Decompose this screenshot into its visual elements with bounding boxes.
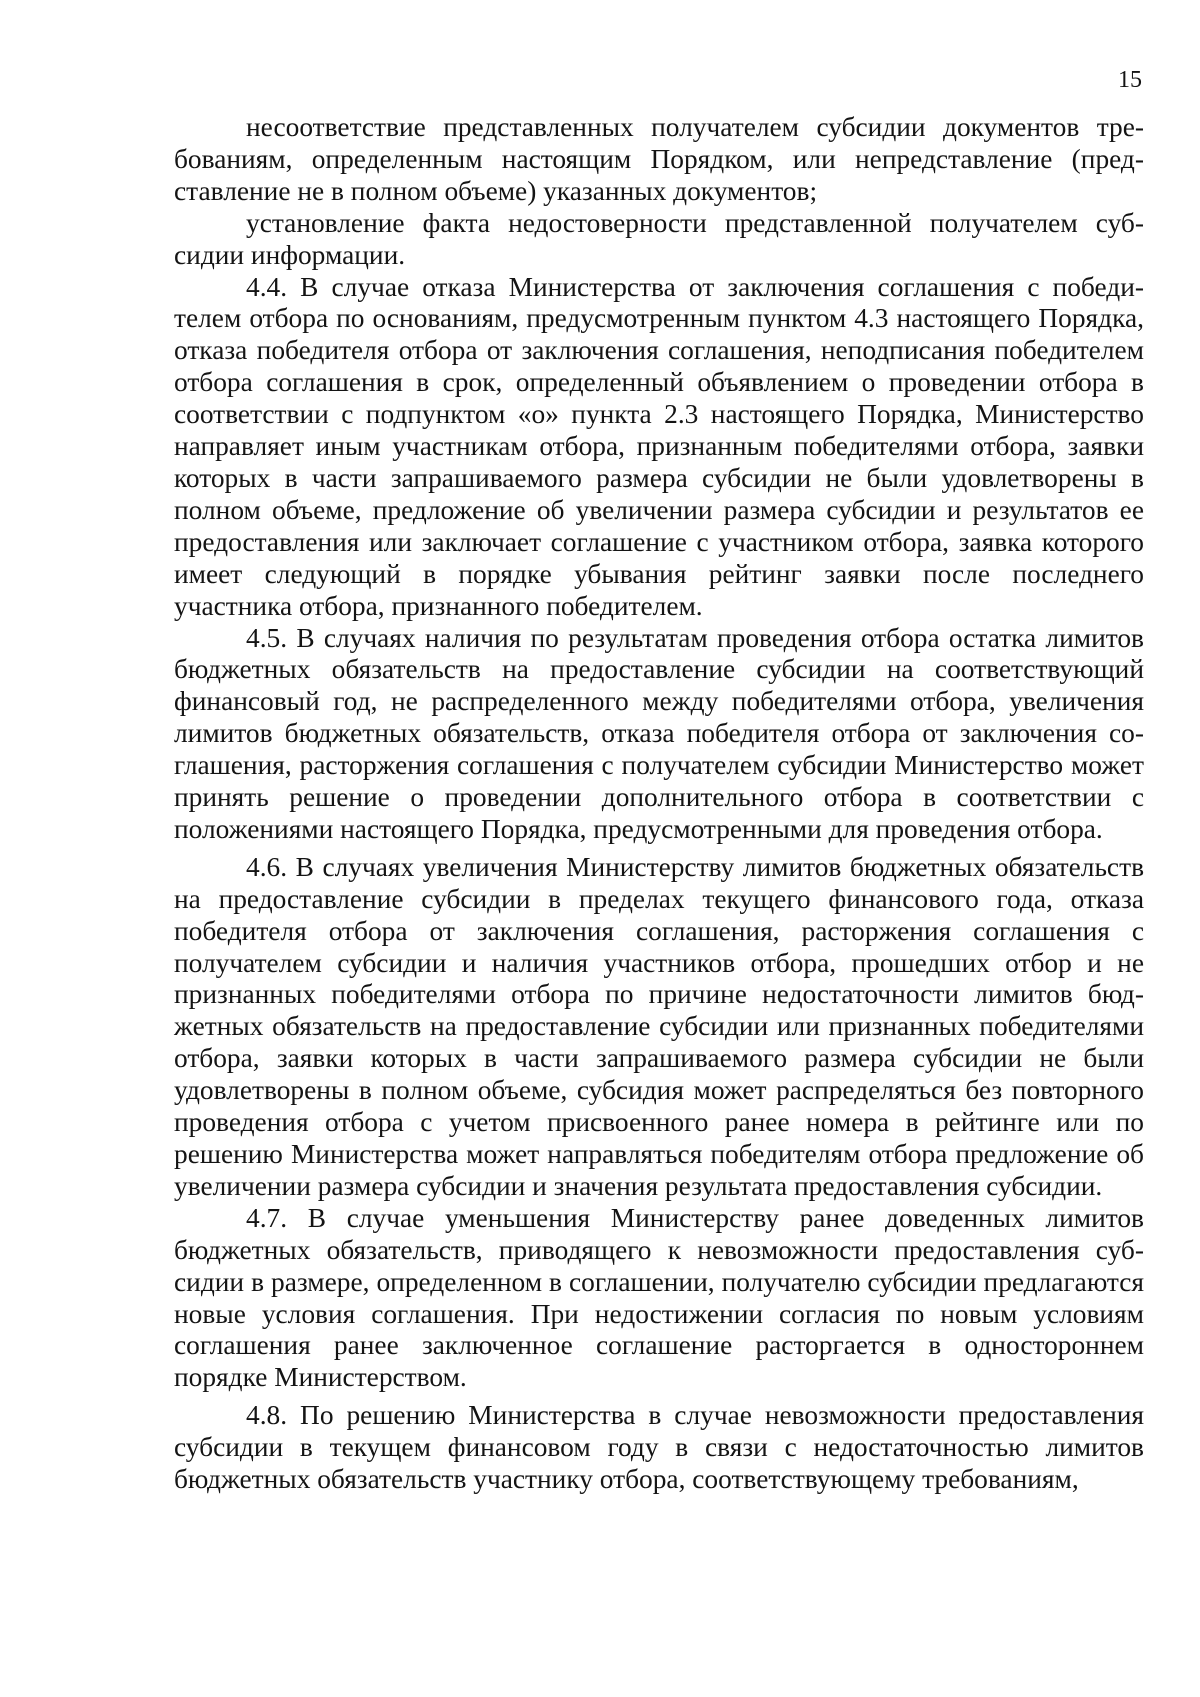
paragraph-4-7: 4.7. В случае уменьшения Министерству ранее доведенных лимитов бюджетных обязательств, приводящего к невозможности предоставления субсидии в размере, определенном в соглашении, получателю субсидии предлагаются новые условия соглашения. При недостижении согласия по новым условиям соглашения ранее заключенное соглашение расторгается в одностороннем порядке Министерством. (174, 1202, 1144, 1393)
document-body (174, 112, 1144, 1496)
paragraph-4-4: 4.4. В случае отказа Министерства от заключения соглашения с победителем отбора по основаниям, предусмотренным пунктом 4.3 настоящего Порядка, отказа победителя отбора от заключения соглашения, неподписания победителем отбора соглашения в срок, определенный объявлением о проведении отбора в соответствии с подпунктом «о» пункта 2.3 настоящего Порядка, Министерство направляет иным участникам отбора, признанным победителями отбора, заявки которых в части запрашиваемого размера субсидии не были удовлетворены в полном объеме, предложение об увеличении размера субсидии и результатов ее предоставления или заключает соглашение с участником отбора, заявка которого имеет следующий в порядке убывания рейтинг заявки после последнего участника отбора, признанного победителем. (174, 271, 1144, 621)
paragraph-4-8: 4.8. По решению Министерства в случае невозможности предоставления субсидии в текущем финансовом году в связи с недостаточностью лимитов бюджетных обязательств участнику отбора, соответствующему требованиям, (174, 1400, 1144, 1495)
paragraph-4-6: 4.6. В случаях увеличения Министерству лимитов бюджетных обязательств на предоставление субсидии в пределах текущего финансового года, отказа победителя отбора от заключения соглашения, расторжения соглашения с получателем субсидии и наличия участников отбора, прошедших отбор и не признанных победителями отбора по причине недостаточности лимитов бюджетных обязательств на предоставление субсидии или признанных победителями отбора, заявки которых в части запрашиваемого размера субсидии не были удовлетворены в полном объеме, субсидия может распределяться без повторного проведения отбора с учетом присвоенного ранее номера в рейтинге или по решению Министерства может направляться победителям отбора предложение об увеличении размера субсидии и значения результата предоставления субсидии. (174, 851, 1144, 1201)
paragraph-4-5: 4.5. В случаях наличия по результатам проведения отбора остатка лимитов бюджетных обязательств на предоставление субсидии на соответствующий финансовый год, не распределенного между победителями отбора, увеличения лимитов бюджетных обязательств, отказа победителя отбора от заключения соглашения, расторжения соглашения с получателем субсидии Министерство может принять решение о проведении дополнительного отбора в соответствии с положениями настоящего Порядка, предусмотренными для проведения отбора. (174, 622, 1144, 844)
paragraph-nonconformity: несоответствие представленных получателем субсидии документов требованиям, определенным настоящим Порядком, или непредставление (представление не в полном объеме) указанных документов; (174, 112, 1144, 206)
page-number: 15 (1118, 67, 1142, 93)
paragraph-false-info: установление факта недостоверности представленной получателем субсидии информации. (174, 207, 1144, 270)
